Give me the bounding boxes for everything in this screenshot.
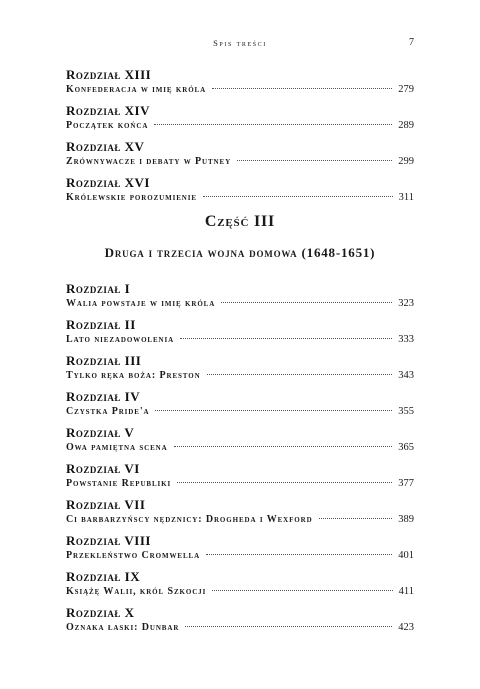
dot-leader xyxy=(207,374,393,375)
toc-chapter-title: Początek końca xyxy=(66,120,149,131)
toc-page-number: 333 xyxy=(398,334,414,345)
toc-chapter-title: Królewskie porozumienie xyxy=(66,192,197,203)
toc-title-row xyxy=(66,155,414,169)
toc-page-number: 343 xyxy=(398,370,414,381)
toc-entry xyxy=(66,317,414,347)
toc-page-number: 289 xyxy=(398,120,414,131)
toc-title-row xyxy=(66,477,414,491)
toc-page-number: 377 xyxy=(398,478,414,489)
part-subtitle: Druga i trzecia wojna domowa (1648-1651) xyxy=(104,245,376,260)
dot-leader xyxy=(155,410,392,411)
part-heading: Część III xyxy=(204,213,276,230)
toc-page-number: 389 xyxy=(398,514,414,525)
toc-entry xyxy=(66,103,414,133)
toc-chapter-title: Czystka Pride'a xyxy=(66,406,150,417)
dot-leader xyxy=(154,124,392,125)
toc-chapter-title: Konfederacja w imię króla xyxy=(66,84,207,95)
toc-title-row xyxy=(66,513,414,527)
toc-page-number: 365 xyxy=(398,442,414,453)
dot-leader xyxy=(212,590,392,591)
toc-title-row xyxy=(66,333,414,347)
toc-chapter-title: Ci barbarzyńscy nędznicy: Drogheda i Wexford xyxy=(66,514,313,525)
toc-chapter-title: Oznaka łaski: Dunbar xyxy=(66,622,180,633)
toc-title-row xyxy=(66,297,414,311)
toc-title-row xyxy=(66,441,414,455)
toc-entry xyxy=(66,461,414,491)
toc-chapter-label: Rozdział II xyxy=(66,317,136,332)
toc-chapter-title: Powstanie Republiki xyxy=(66,478,172,489)
toc-title-row xyxy=(66,119,414,133)
dot-leader xyxy=(180,338,392,339)
toc-chapter-title: Książę Walii, król Szkocji xyxy=(66,586,207,597)
toc-block-part-3 xyxy=(66,281,414,641)
toc-chapter-label: Rozdział VI xyxy=(66,461,140,476)
toc-page-number: 323 xyxy=(398,298,414,309)
toc-chapter-title: Zrównywacze i debaty w Putney xyxy=(66,156,232,167)
toc-entry xyxy=(66,389,414,419)
dot-leader xyxy=(185,626,392,627)
toc-page-number: 355 xyxy=(398,406,414,417)
toc-title-row xyxy=(66,585,414,599)
dot-leader xyxy=(212,88,392,89)
toc-chapter-title: Tylko ręka boża: Preston xyxy=(66,370,201,381)
toc-page-number: 279 xyxy=(398,84,414,95)
toc-chapter-label: Rozdział XV xyxy=(66,139,145,154)
dot-leader xyxy=(177,482,392,483)
toc-entry xyxy=(66,605,414,635)
toc-entry xyxy=(66,281,414,311)
toc-page-number: 401 xyxy=(398,550,414,561)
dot-leader xyxy=(221,302,392,303)
toc-title-row xyxy=(66,191,414,205)
toc-entry xyxy=(66,425,414,455)
dot-leader xyxy=(203,196,393,197)
toc-chapter-title: Przekleństwo Cromwella xyxy=(66,550,201,561)
toc-chapter-label: Rozdział III xyxy=(66,353,142,368)
page-number: 7 xyxy=(409,37,414,48)
dot-leader xyxy=(237,160,392,161)
toc-chapter-label: Rozdział V xyxy=(66,425,135,440)
toc-block-part-2-end xyxy=(66,67,414,211)
toc-chapter-title: Owa pamiętna scena xyxy=(66,442,168,453)
toc-chapter-label: Rozdział I xyxy=(66,281,131,296)
toc-page-number: 411 xyxy=(398,586,414,597)
toc-chapter-title: Walia powstaje w imię króla xyxy=(66,298,216,309)
toc-entry xyxy=(66,569,414,599)
toc-title-row xyxy=(66,83,414,97)
dot-leader xyxy=(174,446,393,447)
toc-entry xyxy=(66,175,414,205)
toc-entry xyxy=(66,67,414,97)
toc-entry xyxy=(66,139,414,169)
toc-page-number: 299 xyxy=(398,156,414,167)
dot-leader xyxy=(319,518,393,519)
toc-entry xyxy=(66,533,414,563)
toc-chapter-label: Rozdział XVI xyxy=(66,175,150,190)
toc-chapter-label: Rozdział X xyxy=(66,605,135,620)
dot-leader xyxy=(206,554,392,555)
toc-title-row xyxy=(66,405,414,419)
toc-entry xyxy=(66,353,414,383)
toc-chapter-label: Rozdział VII xyxy=(66,497,146,512)
toc-chapter-label: Rozdział IX xyxy=(66,569,141,584)
toc-chapter-label: Rozdział XIV xyxy=(66,103,150,118)
toc-entry xyxy=(66,497,414,527)
toc-chapter-label: Rozdział VIII xyxy=(66,533,151,548)
toc-chapter-title: Lato niezadowolenia xyxy=(66,334,175,345)
toc-page-number: 423 xyxy=(398,622,414,633)
running-header xyxy=(66,38,414,52)
toc-chapter-label: Rozdział IV xyxy=(66,389,141,404)
toc-title-row xyxy=(66,549,414,563)
running-header-title: Spis treści xyxy=(213,38,267,48)
toc-chapter-label: Rozdział XIII xyxy=(66,67,152,82)
toc-title-row xyxy=(66,369,414,383)
toc-title-row xyxy=(66,621,414,635)
toc-page-number: 311 xyxy=(398,192,414,203)
